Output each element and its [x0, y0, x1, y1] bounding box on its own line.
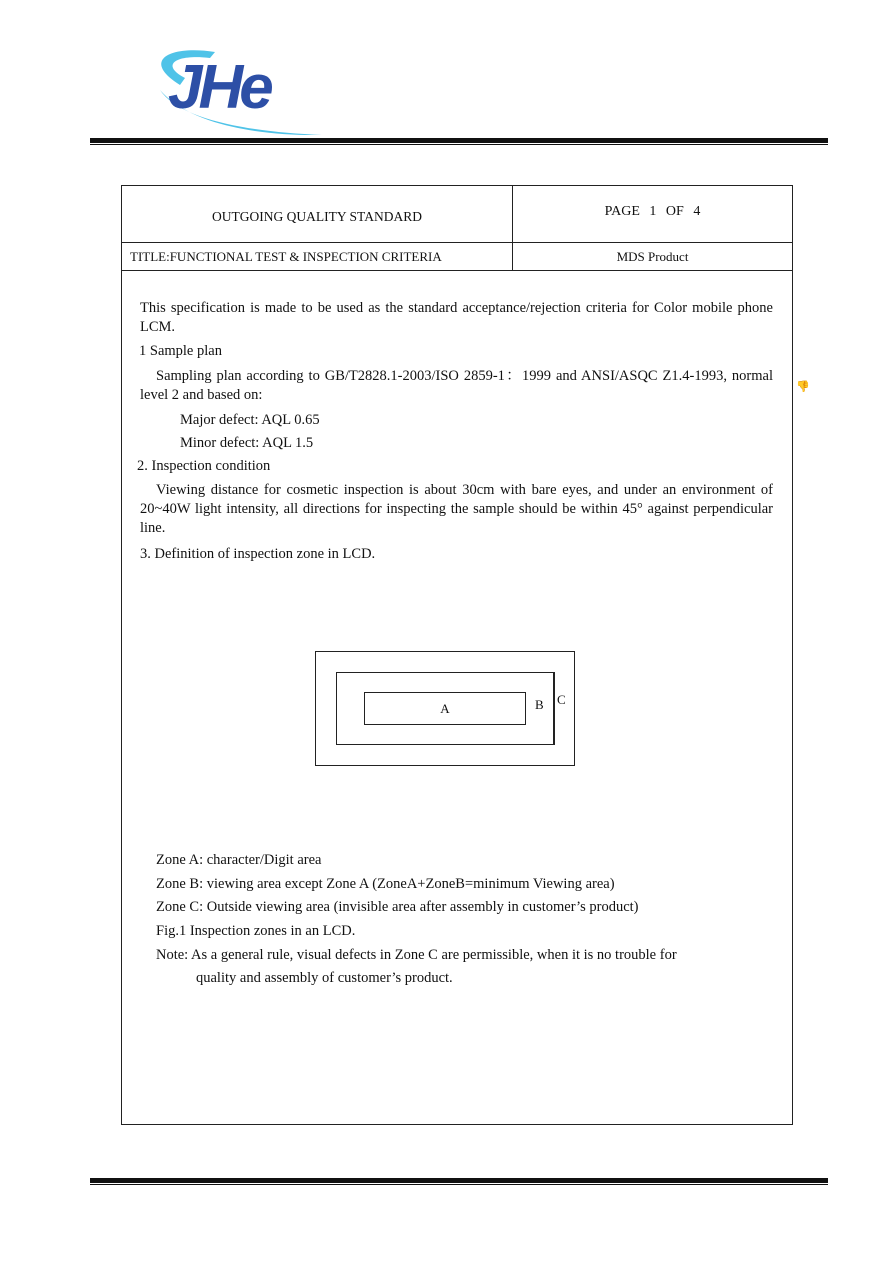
- section-2-text: Viewing distance for cosmetic inspection is about 30cm with bare eyes, and under an environment of 20~40W light intensity, all directions for inspecting the sample should be within 45° against perpendicular line.: [140, 482, 773, 536]
- product-name: MDS Product: [616, 248, 689, 264]
- zone-b-label: B: [535, 697, 544, 712]
- major-defect-aql: Major defect: AQL 0.65: [180, 412, 320, 428]
- section-2-heading: 2. Inspection condition: [137, 458, 271, 474]
- zone-c-label: C: [557, 692, 566, 707]
- zone-a-rect: [364, 692, 526, 725]
- margin-mark: 👎: [796, 381, 810, 393]
- section-1-heading: 1 Sample plan: [139, 343, 222, 359]
- logo-letters: JHe: [168, 53, 270, 122]
- document-title: OUTGOING QUALITY STANDARD: [212, 209, 422, 224]
- header-rule: [90, 138, 828, 145]
- zone-a-description: Zone A: character/Digit area: [156, 852, 322, 868]
- zone-b-description: Zone B: viewing area except Zone A (ZoneA+ZoneB=minimum Viewing area): [156, 876, 615, 892]
- note-line-2: quality and assembly of customer’s product.: [196, 970, 453, 986]
- figure-caption: Fig.1 Inspection zones in an LCD.: [156, 923, 356, 939]
- note-line-1: Note: As a general rule, visual defects in Zone C are permissible, when it is no trouble for: [156, 947, 677, 963]
- company-logo: [140, 40, 340, 140]
- zone-a-label: A: [440, 700, 450, 716]
- zone-c-description: Zone C: Outside viewing area (invisible area after assembly in customer’s product): [156, 899, 639, 915]
- intro-paragraph: This specification is made to be used as the standard acceptance/rejection criteria for Color mobile phone LCM.: [140, 300, 773, 335]
- section-1-text: Sampling plan according to GB/T2828.1-2003/ISO 2859-1：1999 and ANSI/ASQC Z1.4-1993, normal level 2 and based on:: [140, 368, 773, 403]
- section-3-heading: 3. Definition of inspection zone in LCD.: [140, 546, 376, 562]
- page-indicator: PAGE 1 OF 4: [604, 204, 701, 219]
- minor-defect-aql: Minor defect: AQL 1.5: [180, 435, 314, 451]
- footer-rule: [90, 1178, 828, 1185]
- document-subtitle: TITLE:FUNCTIONAL TEST & INSPECTION CRITERIA: [130, 248, 442, 264]
